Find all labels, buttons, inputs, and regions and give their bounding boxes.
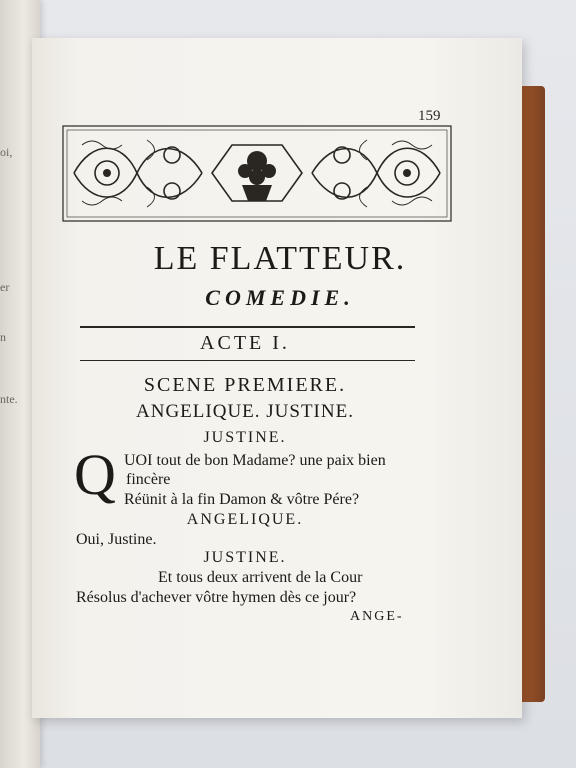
verse-line: fincère xyxy=(126,471,171,488)
ornamental-headpiece xyxy=(62,125,452,222)
play-title: LE FLATTEUR. xyxy=(153,240,407,277)
speaker-angelique: ANGELIQUE. xyxy=(186,511,304,528)
speaker-justine-2: JUSTINE. xyxy=(203,549,287,566)
left-page-fragment: n xyxy=(0,330,6,344)
characters-line: ANGELIQUE. JUSTINE. xyxy=(136,401,354,422)
left-page-fragment: nte. xyxy=(0,392,18,406)
rule-bottom xyxy=(80,360,415,361)
catchword: ANGE- xyxy=(350,609,404,624)
reply-line: Oui, Justine. xyxy=(76,531,157,548)
left-page-fragment: er xyxy=(0,280,10,294)
rule-top xyxy=(80,326,415,328)
verse-line: Résolus d'achever vôtre hymen dès ce jour? xyxy=(76,589,357,606)
speaker-justine: JUSTINE. xyxy=(203,429,287,446)
verse-line: Réünit à la fin Damon & vôtre Pére? xyxy=(124,491,360,508)
play-subtitle: COMEDIE. xyxy=(205,285,355,310)
act-heading: ACTE I. xyxy=(200,332,290,354)
page-number: 159 xyxy=(418,108,441,124)
left-page-fragment: oi, xyxy=(0,145,13,159)
drop-cap: Q xyxy=(74,442,116,507)
verse-line: Et tous deux arrivent de la Cour xyxy=(158,569,363,586)
scene-heading: SCENE PREMIERE. xyxy=(143,374,347,396)
verse-line: UOI tout de bon Madame? une paix bien xyxy=(124,452,386,469)
